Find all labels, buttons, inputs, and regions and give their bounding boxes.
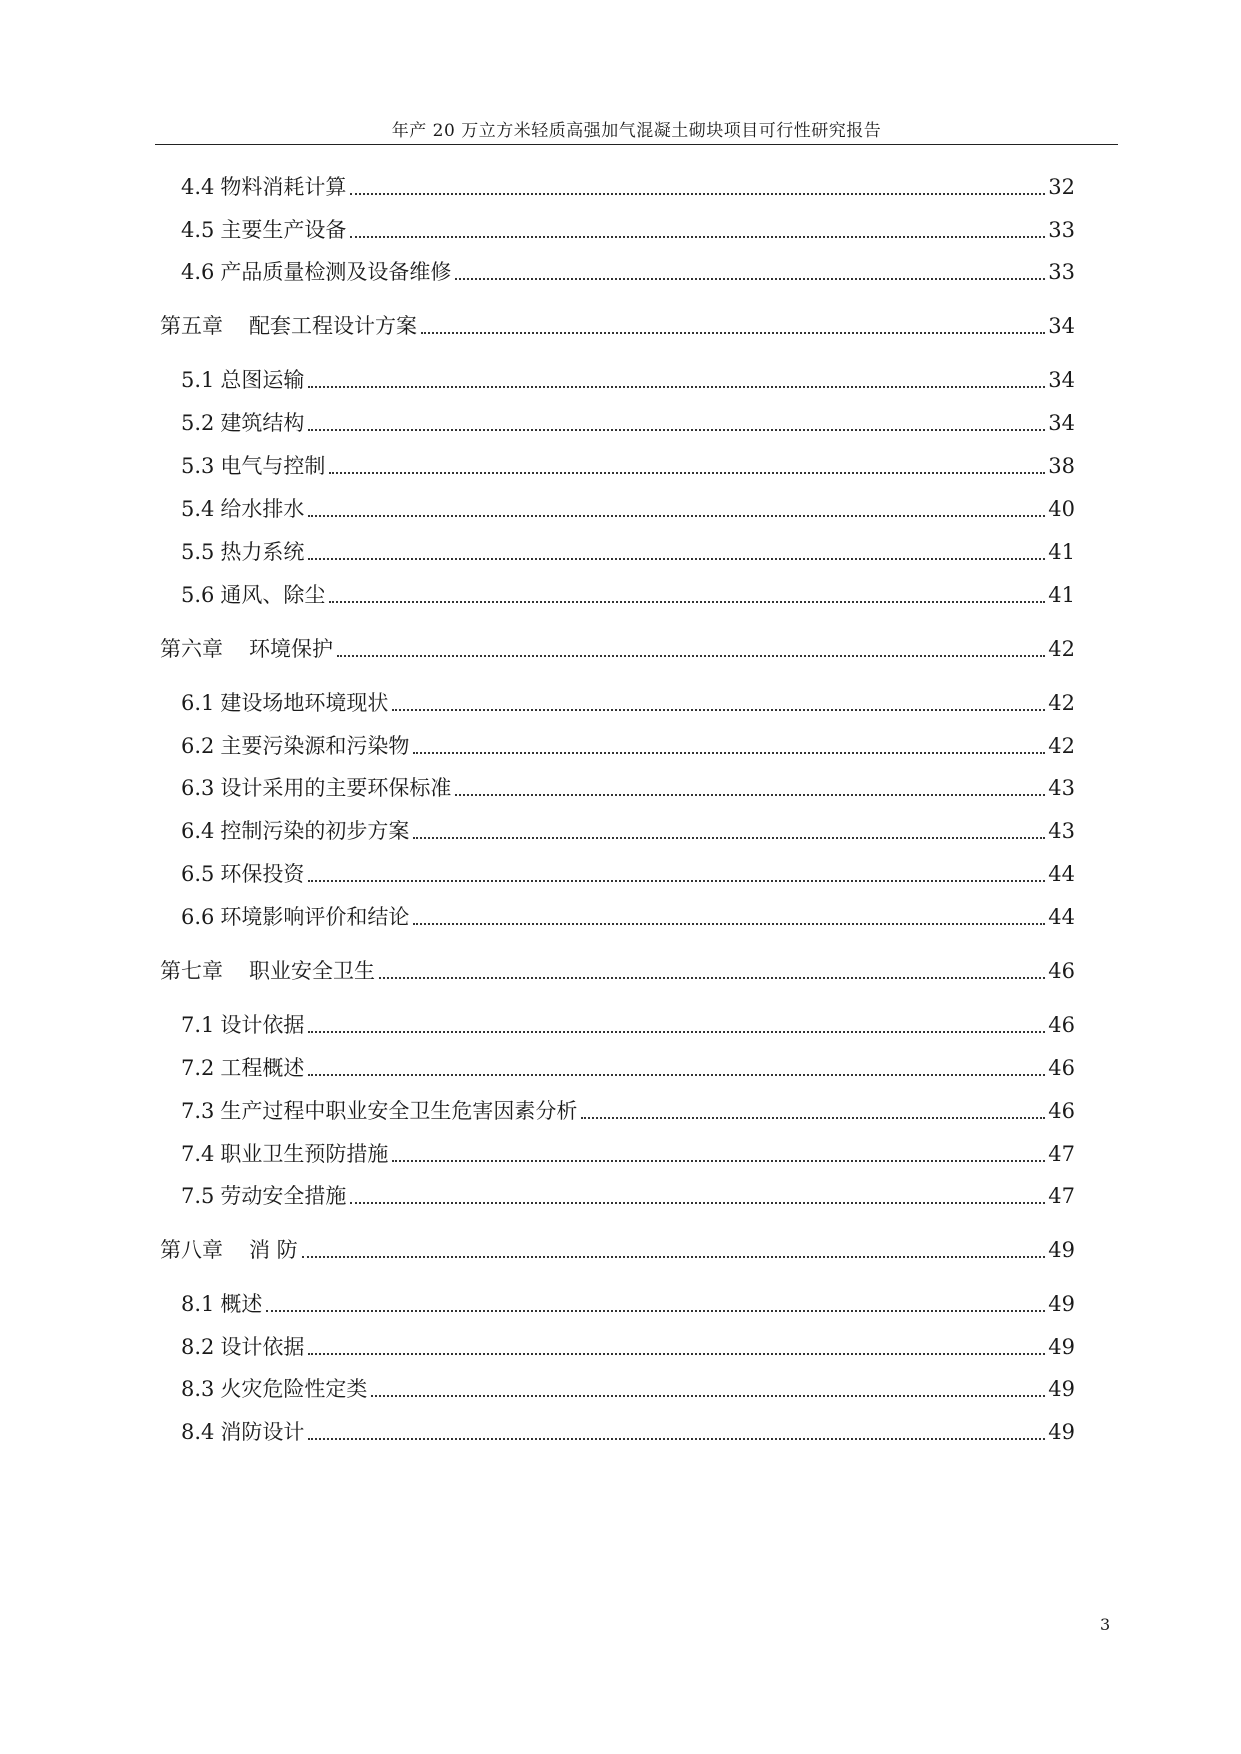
toc-entry-page: 38: [1048, 454, 1075, 478]
toc-section-entry[interactable]: [181, 816, 1075, 846]
toc-dot-leader: [413, 752, 1045, 754]
page-header-title: 年产 20 万立方米轻质高强加气混凝土砌块项目可行性研究报告: [391, 121, 882, 141]
toc-entry-title: 劳动安全措施: [220, 1184, 347, 1208]
toc-dot-leader: [308, 386, 1045, 388]
toc-section-entry[interactable]: [181, 1181, 1075, 1211]
toc-section-entry[interactable]: [181, 688, 1075, 718]
toc-dot-leader: [337, 655, 1045, 657]
toc-entry-title: 建筑结构: [220, 411, 305, 435]
toc-entry-number: 第八章: [160, 1238, 223, 1262]
toc-dot-leader: [308, 429, 1045, 431]
toc-entry-page: 47: [1048, 1184, 1075, 1208]
toc-section-entry[interactable]: [181, 451, 1075, 481]
toc-entry-page: 43: [1048, 819, 1075, 843]
toc-entry-page: 49: [1048, 1420, 1075, 1444]
toc-entry-number: 5.6: [181, 583, 215, 607]
toc-entry-number: 6.4: [181, 819, 215, 843]
toc-section-entry[interactable]: [181, 859, 1075, 889]
toc-dot-leader: [329, 601, 1045, 603]
toc-entry-number: 5.1: [181, 368, 215, 392]
toc-entry-title: 消防设计: [220, 1420, 305, 1444]
toc-entry-number: 8.4: [181, 1420, 215, 1444]
toc-dot-leader: [302, 1256, 1046, 1258]
toc-entry-title: 环境影响评价和结论: [220, 905, 410, 929]
toc-entry-page: 42: [1048, 734, 1075, 758]
toc-entry-page: 34: [1048, 368, 1075, 392]
toc-entry-number: 7.5: [181, 1184, 215, 1208]
toc-entry-page: 33: [1048, 218, 1075, 242]
toc-entry-page: 47: [1048, 1142, 1075, 1166]
toc-entry-page: 32: [1048, 175, 1075, 199]
toc-dot-leader: [581, 1117, 1045, 1119]
toc-entry-title: 给水排水: [220, 497, 305, 521]
toc-entry-title: 通风、除尘: [220, 583, 326, 607]
toc-entry-title: 工程概述: [220, 1056, 305, 1080]
toc-chapter-entry[interactable]: [160, 311, 1075, 341]
toc-entry-page: 42: [1048, 691, 1075, 715]
toc-chapter-entry[interactable]: [160, 956, 1075, 986]
toc-entry-number: 5.4: [181, 497, 215, 521]
toc-dot-leader: [308, 1031, 1045, 1033]
toc-entry-number: 7.3: [181, 1099, 215, 1123]
toc-entry-title: 生产过程中职业安全卫生危害因素分析: [220, 1099, 578, 1123]
toc-section-entry[interactable]: [181, 1332, 1075, 1362]
toc-entry-title: 总图运输: [220, 368, 305, 392]
toc-entry-number: 8.3: [181, 1377, 215, 1401]
toc-entry-number: 5.2: [181, 411, 215, 435]
toc-dot-leader: [308, 1074, 1045, 1076]
toc-entry-title: 物料消耗计算: [220, 175, 347, 199]
toc-entry-title: 主要污染源和污染物: [220, 734, 410, 758]
toc-entry-page: 41: [1048, 583, 1075, 607]
toc-section-entry[interactable]: [181, 902, 1075, 932]
toc-dot-leader: [308, 880, 1045, 882]
toc-dot-leader: [392, 709, 1045, 711]
toc-entry-title: 电气与控制: [220, 454, 326, 478]
toc-section-entry[interactable]: [181, 580, 1075, 610]
toc-entry-number: 8.2: [181, 1335, 215, 1359]
toc-entry-page: 34: [1048, 314, 1075, 338]
toc-entry-page: 44: [1048, 862, 1075, 886]
toc-entry-page: 46: [1048, 1056, 1075, 1080]
toc-section-entry[interactable]: [181, 408, 1075, 438]
toc-section-entry[interactable]: [181, 1374, 1075, 1404]
toc-entry-title: 消 防: [249, 1238, 298, 1262]
toc-entry-title: 设计采用的主要环保标准: [220, 776, 452, 800]
toc-entry-page: 46: [1048, 1099, 1075, 1123]
toc-entry-page: 49: [1048, 1377, 1075, 1401]
toc-dot-leader: [266, 1310, 1045, 1312]
toc-entry-page: 49: [1048, 1335, 1075, 1359]
toc-dot-leader: [379, 977, 1045, 979]
toc-section-entry[interactable]: [181, 1010, 1075, 1040]
toc-entry-number: 6.6: [181, 905, 215, 929]
toc-dot-leader: [308, 515, 1045, 517]
toc-section-entry[interactable]: [181, 1417, 1075, 1447]
toc-section-entry[interactable]: [181, 172, 1075, 202]
toc-dot-leader: [455, 278, 1045, 280]
page-number: 3: [1100, 1615, 1111, 1634]
toc-entry-title: 热力系统: [220, 540, 305, 564]
toc-dot-leader: [308, 1353, 1045, 1355]
toc-entry-title: 火灾危险性定类: [220, 1377, 368, 1401]
toc-dot-leader: [350, 193, 1045, 195]
toc-entry-title: 环保投资: [220, 862, 305, 886]
toc-section-entry[interactable]: [181, 773, 1075, 803]
toc-entry-number: 7.4: [181, 1142, 215, 1166]
toc-dot-leader: [455, 794, 1045, 796]
toc-entry-title: 配套工程设计方案: [249, 314, 417, 338]
toc-entry-title: 环境保护: [249, 637, 333, 661]
toc-section-entry[interactable]: [181, 537, 1075, 567]
toc-entry-page: 40: [1048, 497, 1075, 521]
toc-entry-page: 49: [1048, 1238, 1075, 1262]
toc-entry-title: 设计依据: [220, 1335, 305, 1359]
toc-entry-number: 7.2: [181, 1056, 215, 1080]
toc-dot-leader: [350, 236, 1045, 238]
toc-dot-leader: [392, 1160, 1045, 1162]
toc-entry-number: 5.3: [181, 454, 215, 478]
toc-entry-number: 4.5: [181, 218, 215, 242]
toc-chapter-entry[interactable]: [160, 1235, 1075, 1265]
toc-dot-leader: [413, 837, 1045, 839]
toc-section-entry[interactable]: [181, 1139, 1075, 1169]
toc-entry-page: 44: [1048, 905, 1075, 929]
toc-dot-leader: [350, 1202, 1045, 1204]
toc-entry-number: 6.3: [181, 776, 215, 800]
toc-entry-title: 设计依据: [220, 1013, 305, 1037]
toc-dot-leader: [413, 923, 1045, 925]
toc-entry-page: 41: [1048, 540, 1075, 564]
toc-entry-page: 49: [1048, 1292, 1075, 1316]
toc-entry-number: 8.1: [181, 1292, 215, 1316]
toc-section-entry[interactable]: [181, 1096, 1075, 1126]
toc-section-entry[interactable]: [181, 257, 1075, 287]
toc-section-entry[interactable]: [181, 365, 1075, 395]
toc-entry-number: 6.1: [181, 691, 215, 715]
toc-entry-title: 控制污染的初步方案: [220, 819, 410, 843]
toc-entry-number: 4.6: [181, 260, 215, 284]
toc-entry-title: 建设场地环境现状: [220, 691, 389, 715]
toc-entry-page: 46: [1048, 1013, 1075, 1037]
toc-entry-title: 职业安全卫生: [249, 959, 375, 983]
toc-section-entry[interactable]: [181, 1289, 1075, 1319]
toc-entry-number: 4.4: [181, 175, 215, 199]
toc-entry-title: 主要生产设备: [220, 218, 347, 242]
toc-dot-leader: [371, 1395, 1045, 1397]
toc-entry-number: 第五章: [160, 314, 223, 338]
toc-entry-page: 33: [1048, 260, 1075, 284]
toc-entry-title: 职业卫生预防措施: [220, 1142, 389, 1166]
toc-entry-title: 概述: [220, 1292, 263, 1316]
toc-dot-leader: [308, 1438, 1045, 1440]
toc-entry-number: 7.1: [181, 1013, 215, 1037]
toc-entry-title: 产品质量检测及设备维修: [220, 260, 452, 284]
toc-dot-leader: [329, 472, 1045, 474]
toc-entry-page: 34: [1048, 411, 1075, 435]
toc-entry-number: 6.5: [181, 862, 215, 886]
toc-entry-number: 5.5: [181, 540, 215, 564]
toc-chapter-entry[interactable]: [160, 634, 1075, 664]
toc-entry-page: 46: [1048, 959, 1075, 983]
toc-section-entry[interactable]: [181, 215, 1075, 245]
toc-entry-number: 第七章: [160, 959, 223, 983]
toc-section-entry[interactable]: [181, 731, 1075, 761]
toc-entry-number: 6.2: [181, 734, 215, 758]
toc-dot-leader: [308, 558, 1045, 560]
toc-entry-page: 42: [1048, 637, 1075, 661]
toc-entry-page: 43: [1048, 776, 1075, 800]
toc-section-entry[interactable]: [181, 1053, 1075, 1083]
toc-section-entry[interactable]: [181, 494, 1075, 524]
toc-dot-leader: [421, 332, 1045, 334]
toc-entry-number: 第六章: [160, 637, 223, 661]
